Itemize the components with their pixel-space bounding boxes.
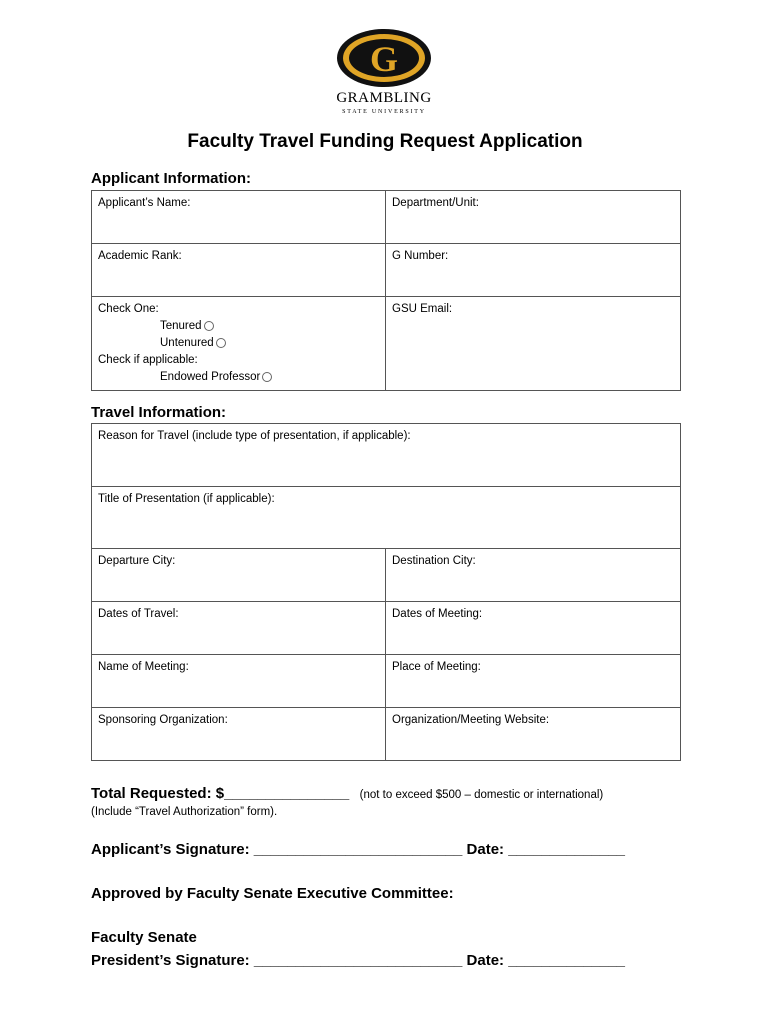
applicant-info-table	[91, 190, 681, 391]
meeting-website-label: Organization/Meeting Website:	[392, 714, 550, 726]
total-requested-line	[91, 785, 603, 803]
applicant-info-heading: Applicant Information:	[91, 170, 251, 187]
university-wordmark: GRAMBLING	[336, 90, 432, 106]
presentation-title-label: Title of Presentation (if applicable):	[98, 493, 275, 505]
logo-letter: G	[369, 39, 399, 79]
president-signature-line[interactable]: President’s Signature: _________________________ Date: ______________	[91, 952, 626, 969]
tenured-option[interactable]	[98, 318, 379, 335]
meeting-place-field[interactable]	[386, 655, 681, 708]
meeting-website-field[interactable]	[386, 708, 681, 761]
destination-city-field[interactable]	[386, 549, 681, 602]
sponsoring-org-field[interactable]	[92, 708, 386, 761]
dates-of-meeting-label: Dates of Meeting:	[392, 608, 483, 620]
endowed-radio[interactable]	[262, 372, 272, 382]
meeting-place-label: Place of Meeting:	[392, 661, 481, 673]
untenured-label: Untenured	[160, 337, 214, 349]
endowed-option[interactable]	[98, 369, 379, 386]
academic-rank-label: Academic Rank:	[98, 250, 182, 262]
applicant-name-field[interactable]	[92, 191, 386, 244]
total-requested-label[interactable]: Total Requested: $_______________	[91, 785, 350, 802]
g-number-field[interactable]	[386, 244, 681, 297]
travel-info-table	[91, 423, 681, 761]
g-emblem-icon	[332, 27, 436, 91]
meeting-name-field[interactable]	[92, 655, 386, 708]
check-one-label: Check One:	[98, 303, 159, 315]
dates-of-travel-label: Dates of Travel:	[98, 608, 179, 620]
reason-for-travel-label: Reason for Travel (include type of presentation, if applicable):	[98, 430, 411, 442]
tenure-status-cell	[92, 297, 386, 391]
untenured-option[interactable]	[98, 335, 379, 352]
dates-of-travel-field[interactable]	[92, 602, 386, 655]
travel-info-heading: Travel Information:	[91, 404, 227, 421]
departure-city-field[interactable]	[92, 549, 386, 602]
applicant-signature-line[interactable]: Applicant’s Signature: _________________________ Date: ______________	[91, 841, 625, 858]
approval-heading: Approved by Faculty Senate Executive Committee:	[91, 885, 454, 902]
departure-city-label: Departure City:	[98, 555, 176, 567]
page-title: Faculty Travel Funding Request Application	[187, 131, 583, 152]
reason-for-travel-field[interactable]	[92, 424, 681, 487]
g-number-label: G Number:	[392, 250, 449, 262]
applicant-name-label: Applicant’s Name:	[98, 197, 191, 209]
tenured-radio[interactable]	[204, 321, 214, 331]
untenured-radio[interactable]	[216, 338, 226, 348]
tenured-label: Tenured	[160, 320, 202, 332]
destination-city-label: Destination City:	[392, 555, 476, 567]
check-if-applicable-label: Check if applicable:	[98, 354, 198, 366]
presentation-title-field[interactable]	[92, 487, 681, 549]
department-label: Department/Unit:	[392, 197, 479, 209]
meeting-name-label: Name of Meeting:	[98, 661, 189, 673]
gsu-email-label: GSU Email:	[392, 303, 453, 315]
academic-rank-field[interactable]	[92, 244, 386, 297]
gsu-email-field[interactable]	[386, 297, 681, 391]
department-field[interactable]	[386, 191, 681, 244]
include-form-note: (Include “Travel Authorization” form).	[91, 806, 278, 818]
sponsoring-org-label: Sponsoring Organization:	[98, 714, 228, 726]
dates-of-meeting-field[interactable]	[386, 602, 681, 655]
university-subwordmark: STATE UNIVERSITY	[342, 109, 426, 115]
total-limit-note: (not to exceed $500 – domestic or international)	[359, 789, 604, 801]
senate-label: Faculty Senate	[91, 929, 197, 946]
endowed-label: Endowed Professor	[160, 371, 261, 383]
